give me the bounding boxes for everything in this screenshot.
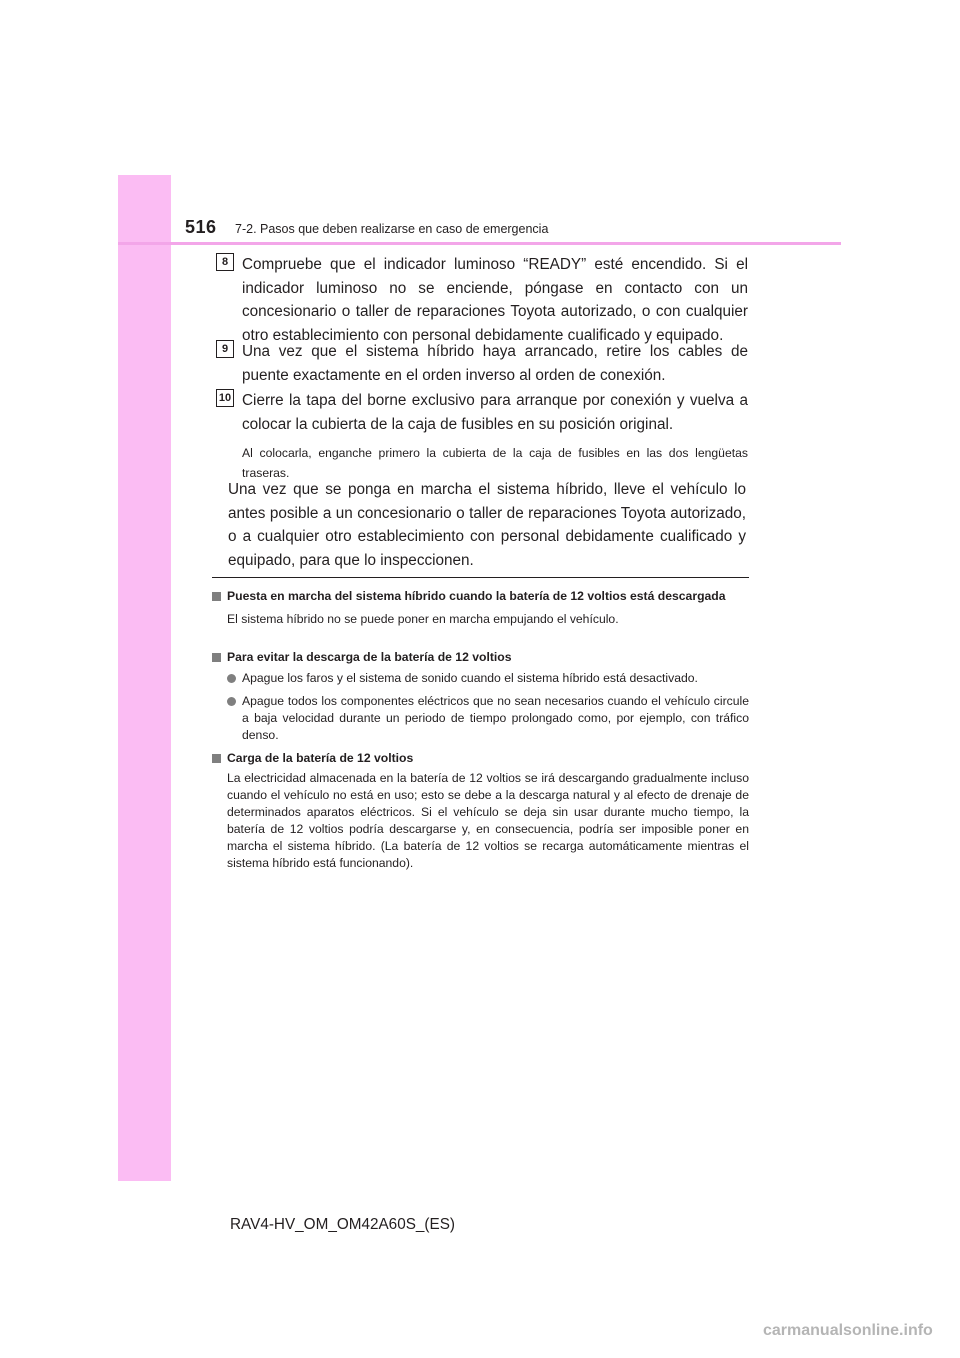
document-code: RAV4-HV_OM_OM42A60S_(ES) — [230, 1216, 456, 1233]
section-title: 7-2. Pasos que deben realizarse en caso de emergencia — [235, 222, 549, 236]
info-section-prevent-discharge — [212, 649, 749, 744]
step-text: Cierre la tapa del borne exclusivo para arranque por conexión y vuelva a colocar la cubierta de la caja de fusibles en su posición original. — [242, 392, 748, 433]
info-section-start-discharged — [212, 588, 749, 628]
step-text: Una vez que el sistema híbrido haya arrancado, retire los cables de puente exactamente en el orden inverso al orden de conexión. — [242, 343, 748, 384]
list-item: Apague todos los componentes eléctricos que no sean necesarios cuando el vehículo circule a baja velocidad durante un periodo de tiempo prolongado como, por ejemplo, con tráfico denso. — [227, 693, 749, 744]
info-section-charging — [212, 750, 749, 872]
step-number-badge: 9 — [216, 340, 234, 358]
info-heading: Para evitar la descarga de la batería de 12 voltios — [212, 649, 749, 666]
step-10 — [216, 389, 748, 483]
step-text: Compruebe que el indicador luminoso “READY” esté encendido. Si el indicador luminoso no se enciende, póngase en contacto con un concesionario o taller de reparaciones Toyota autorizado, o con cualquier otro establecimiento con personal debidamente cualificado y equipado. — [242, 256, 748, 344]
info-body: La electricidad almacenada en la batería de 12 voltios se irá descargando gradualmente incluso cuando el vehículo no está en uso; esto se debe a la descarga natural y al efecto de drenaje de determinados aparatos eléctricos. Si el vehículo se deja sin usar durante mucho tiempo, la batería de 12 voltios podría descargarse y, en consecuencia, podría ser imposible poner en marcha el sistema híbrido. (La batería de 12 voltios se recarga automáticamente mientras el sistema híbrido está funcionando). — [227, 771, 749, 870]
watermark-text: carmanualsonline.info — [763, 1322, 933, 1339]
step-note: Al colocarla, enganche primero la cubierta de la caja de fusibles en las dos lengüetas traseras. — [242, 446, 748, 481]
round-bullet-icon — [227, 697, 236, 706]
section-divider — [212, 577, 749, 578]
info-body: El sistema híbrido no se puede poner en marcha empujando el vehículo. — [227, 612, 619, 626]
side-color-band — [118, 175, 171, 1181]
round-bullet-icon — [227, 674, 236, 683]
closing-paragraph: Una vez que se ponga en marcha el sistema híbrido, lleve el vehículo lo antes posible a un concesionario o taller de reparaciones Toyota autorizado, o a cualquier otro establecimiento con personal debidamente cualificado y equipado, para que lo inspeccionen. — [228, 481, 746, 569]
info-heading: Puesta en marcha del sistema híbrido cuando la batería de 12 voltios está descargada — [212, 588, 749, 605]
step-number-badge: 10 — [216, 389, 234, 407]
step-9 — [216, 340, 748, 387]
header-rule — [118, 242, 841, 245]
info-heading: Carga de la batería de 12 voltios — [212, 750, 749, 767]
square-bullet-icon — [212, 653, 221, 662]
step-number-badge: 8 — [216, 253, 234, 271]
page-number: 516 — [185, 217, 217, 237]
list-item: Apague los faros y el sistema de sonido cuando el sistema híbrido está desactivado. — [227, 670, 749, 687]
square-bullet-icon — [212, 754, 221, 763]
square-bullet-icon — [212, 592, 221, 601]
step-8 — [216, 253, 748, 347]
